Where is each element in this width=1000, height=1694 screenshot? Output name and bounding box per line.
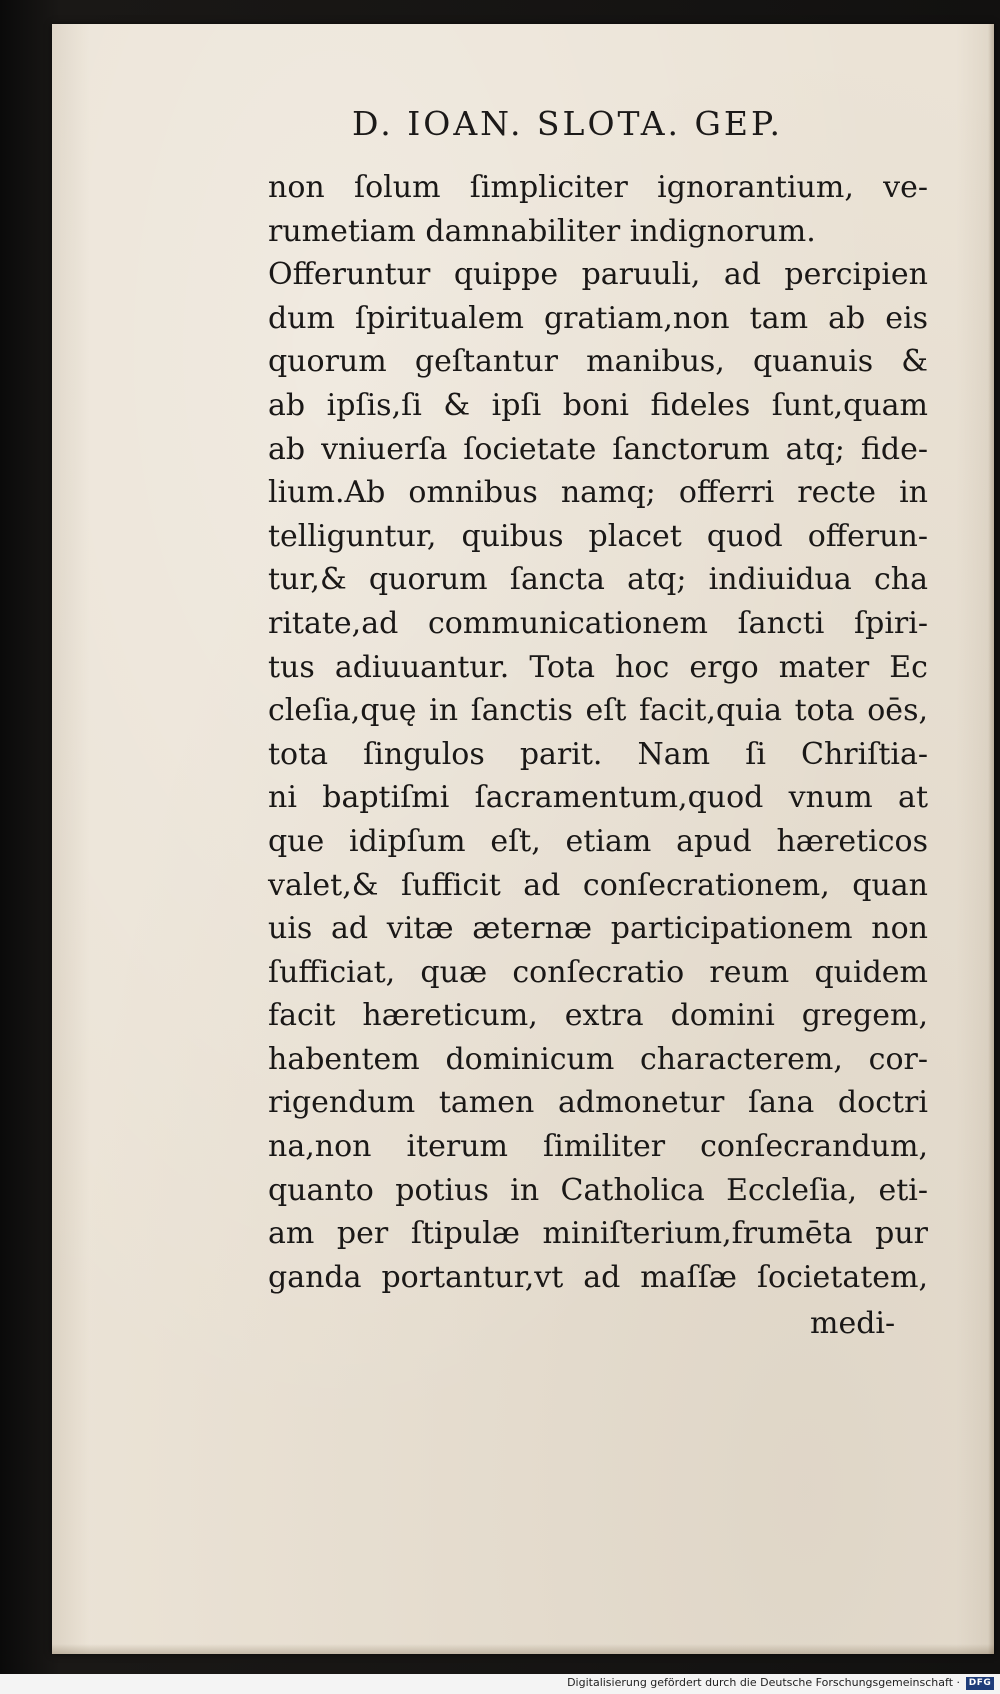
text-line: tota ſingulos parit. Nam ſi Chriſtia- — [268, 736, 928, 772]
text-line: am per ſtipulæ miniſterium,frumēta pur — [268, 1216, 928, 1252]
text-line: habentem dominicum characterem, cor- — [268, 1041, 928, 1077]
text-line: tus adiuuantur. Tota hoc ergo mater Ec — [268, 649, 928, 685]
dfg-logo-icon: DFG — [966, 1677, 994, 1690]
text-line: ritate,ad communicationem ſancti ſpiri- — [268, 605, 928, 641]
footer-credit: Digitalisierung gefördert durch die Deutsche Forschungsgemeinschaft · — [567, 1676, 960, 1689]
page-edge-bottom — [52, 1644, 994, 1654]
text-line: non ſolum ſimpliciter ignorantium, ve- — [268, 170, 928, 205]
text-line: cleſia,quę in ſanctis eſt facit,quia tota oēs, — [268, 693, 928, 729]
text-line: ſufficiat, quæ conſecratio reum quidem — [268, 954, 928, 990]
text-line: quorum geſtantur manibus, quanuis & — [268, 344, 928, 380]
text-line: na,non iterum ſimiliter conſecrandum, — [268, 1129, 928, 1165]
digitization-footer — [0, 1674, 1000, 1694]
text-line: lium.Ab omnibus namq; offerri recte in — [268, 475, 928, 511]
text-line: uis ad vitæ æternæ participationem non — [268, 911, 928, 947]
text-line: ab ipſis,ſi & ipſi boni fideles ſunt,quam — [268, 387, 928, 423]
catchword: medi- — [810, 1306, 896, 1341]
text-line: telliguntur, quibus placet quod offerun- — [268, 518, 928, 554]
page-edge-right — [988, 24, 994, 1654]
text-line: quanto potius in Catholica Eccleſia, eti- — [268, 1172, 928, 1208]
text-line: facit hæreticum, extra domini gregem, — [268, 998, 928, 1034]
text-line: ganda portantur,vt ad maſſæ ſocietatem, — [268, 1259, 928, 1295]
text-line: valet,& ſufficit ad conſecrationem, quan — [268, 867, 928, 903]
text-line: ab vniuerſa ſocietate ſanctorum atq; fide- — [268, 431, 928, 467]
text-line: rumetiam damnabiliter indignorum. — [268, 213, 816, 249]
text-line: dum ſpiritualem gratiam,non tam ab eis — [268, 300, 928, 336]
text-line: tur,& quorum ſancta atq; indiuidua cha — [268, 562, 928, 598]
text-line: ni baptiſmi ſacramentum,quod vnum at — [268, 780, 928, 816]
running-head: D. IOAN. SLOTA. GEP. — [352, 104, 783, 143]
text-line: Offeruntur quippe paruuli, ad percipien — [268, 257, 928, 293]
text-line: que idipſum eſt, etiam apud hæreticos — [268, 823, 928, 859]
body-text — [268, 166, 928, 1299]
text-line: rigendum tamen admonetur ſana doctri — [268, 1085, 928, 1121]
